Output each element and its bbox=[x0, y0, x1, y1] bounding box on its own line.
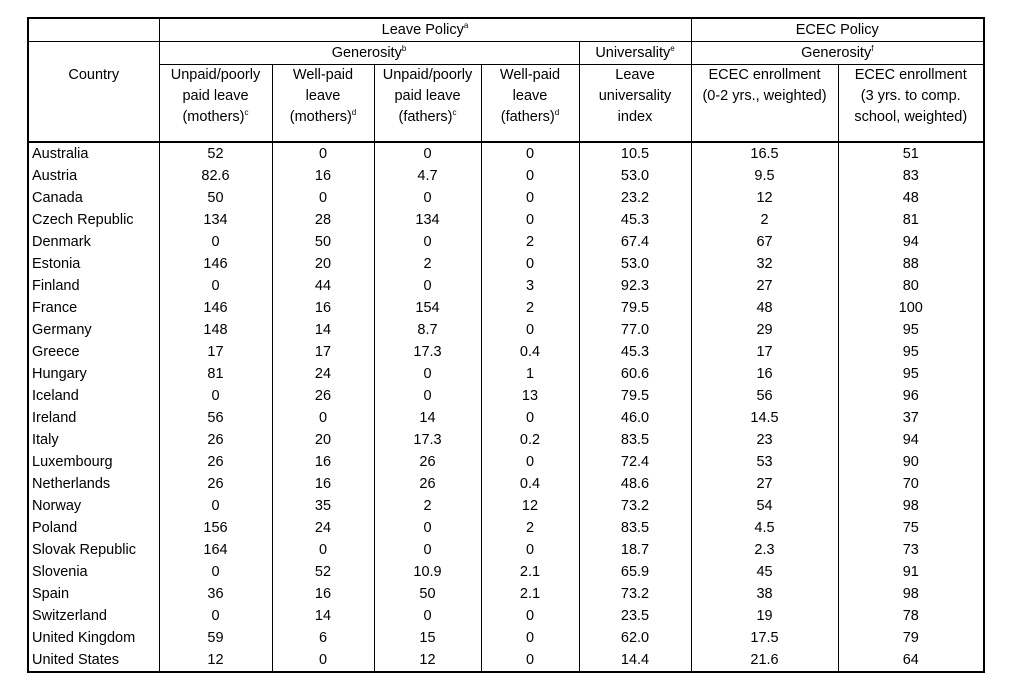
fathers-unpaid-cell: 0 bbox=[374, 517, 481, 539]
fathers-unpaid-cell: 0 bbox=[374, 142, 481, 165]
country-cell: Austria bbox=[28, 165, 159, 187]
country-cell: Luxembourg bbox=[28, 451, 159, 473]
table-row bbox=[28, 517, 984, 539]
ecec-0-2-cell: 16 bbox=[691, 363, 838, 385]
table-row bbox=[28, 209, 984, 231]
universality-index-cell: 62.0 bbox=[579, 627, 691, 649]
ecec-3-plus-cell: 98 bbox=[902, 497, 919, 514]
table-row bbox=[28, 473, 984, 495]
column-header-mothers-wellpaid: Well-paid leave (mothers)$^d$ bbox=[272, 65, 374, 143]
mothers-unpaid-cell: 0 bbox=[159, 561, 272, 583]
country-cell: United States bbox=[28, 649, 159, 672]
universality-index-cell: 23.5 bbox=[579, 605, 691, 627]
mothers-unpaid-cell: 164 bbox=[159, 539, 272, 561]
country-cell: United Kingdom bbox=[28, 627, 159, 649]
universality-index-cell: 73.2 bbox=[579, 495, 691, 517]
mothers-unpaid-cell: 134 bbox=[159, 209, 272, 231]
table-row bbox=[28, 231, 984, 253]
ecec-policy-header: ECEC Policy bbox=[691, 18, 984, 42]
fathers-unpaid-cell: 50 bbox=[374, 583, 481, 605]
mothers-unpaid-cell: 50 bbox=[159, 187, 272, 209]
table-row bbox=[28, 253, 984, 275]
header-row-columns bbox=[28, 65, 984, 143]
policy-table-container bbox=[27, 17, 985, 673]
mothers-wellpaid-cell: 44 bbox=[272, 275, 374, 297]
table-row bbox=[28, 451, 984, 473]
mothers-wellpaid-cell: 28 bbox=[272, 209, 374, 231]
mothers-wellpaid-cell: 20 bbox=[272, 429, 374, 451]
fathers-wellpaid-cell: 0.4 bbox=[481, 341, 579, 363]
fathers-wellpaid-cell: 0 bbox=[481, 142, 579, 165]
ecec-3-plus-cell: 51 bbox=[902, 145, 919, 162]
mothers-wellpaid-cell: 0 bbox=[272, 649, 374, 672]
fathers-wellpaid-cell: 2.1 bbox=[481, 561, 579, 583]
ecec-0-2-cell: 2.3 bbox=[691, 539, 838, 561]
fathers-wellpaid-cell: 1 bbox=[481, 363, 579, 385]
ecec-3-plus-cell: 95 bbox=[902, 343, 919, 360]
ecec-0-2-cell: 53 bbox=[691, 451, 838, 473]
fathers-wellpaid-cell: 0 bbox=[481, 253, 579, 275]
mothers-wellpaid-cell: 0 bbox=[272, 407, 374, 429]
country-cell: Australia bbox=[28, 142, 159, 165]
universality-index-cell: 14.4 bbox=[579, 649, 691, 672]
universality-index-cell: 18.7 bbox=[579, 539, 691, 561]
country-cell: Switzerland bbox=[28, 605, 159, 627]
country-cell: Denmark bbox=[28, 231, 159, 253]
country-cell: Canada bbox=[28, 187, 159, 209]
mothers-wellpaid-cell: 16 bbox=[272, 583, 374, 605]
ecec-0-2-cell: 9.5 bbox=[691, 165, 838, 187]
ecec-3-plus-cell: 90 bbox=[902, 453, 919, 470]
ecec-3-plus-cell: 94 bbox=[902, 431, 919, 448]
fathers-wellpaid-cell: 0 bbox=[481, 407, 579, 429]
country-column-header: Country bbox=[28, 65, 159, 143]
ecec-3-plus-cell: 79 bbox=[902, 629, 919, 646]
fathers-wellpaid-cell: 0 bbox=[481, 539, 579, 561]
table-row bbox=[28, 363, 984, 385]
ecec-0-2-cell: 4.5 bbox=[691, 517, 838, 539]
header-blank-cell bbox=[28, 42, 159, 65]
ecec-3-plus-cell: 98 bbox=[902, 585, 919, 602]
header-row-policy bbox=[28, 18, 984, 42]
fathers-unpaid-cell: 14 bbox=[374, 407, 481, 429]
mothers-unpaid-cell: 148 bbox=[159, 319, 272, 341]
mothers-wellpaid-cell: 17 bbox=[272, 341, 374, 363]
ecec-3-plus-cell: 48 bbox=[902, 189, 919, 206]
mothers-wellpaid-cell: 24 bbox=[272, 517, 374, 539]
ecec-0-2-cell: 23 bbox=[691, 429, 838, 451]
mothers-unpaid-cell: 81 bbox=[159, 363, 272, 385]
table-row bbox=[28, 187, 984, 209]
ecec-0-2-cell: 16.5 bbox=[691, 142, 838, 165]
table-row bbox=[28, 385, 984, 407]
header-row-dimension bbox=[28, 42, 984, 65]
header-blank-cell bbox=[28, 18, 159, 42]
mothers-unpaid-cell: 12 bbox=[159, 649, 272, 672]
mothers-unpaid-cell: 36 bbox=[159, 583, 272, 605]
country-cell: Slovenia bbox=[28, 561, 159, 583]
country-cell: Iceland bbox=[28, 385, 159, 407]
ecec-0-2-cell: 2 bbox=[691, 209, 838, 231]
universality-index-cell: 79.5 bbox=[579, 297, 691, 319]
fathers-wellpaid-cell: 12 bbox=[481, 495, 579, 517]
ecec-3-plus-cell: 91 bbox=[902, 563, 919, 580]
ecec-0-2-cell: 17.5 bbox=[691, 627, 838, 649]
country-cell: Slovak Republic bbox=[28, 539, 159, 561]
ecec-3-plus-cell: 95 bbox=[902, 365, 919, 382]
ecec-3-plus-cell: 83 bbox=[902, 167, 919, 184]
universality-index-cell: 72.4 bbox=[579, 451, 691, 473]
column-header-ecec-0-2: ECEC enrollment (0-2 yrs., weighted) bbox=[691, 65, 838, 143]
ecec-0-2-cell: 19 bbox=[691, 605, 838, 627]
universality-index-cell: 10.5 bbox=[579, 142, 691, 165]
ecec-3-plus-cell: 100 bbox=[898, 299, 923, 316]
country-cell: Finland bbox=[28, 275, 159, 297]
ecec-3-plus-cell: 81 bbox=[902, 211, 919, 228]
ecec-0-2-cell: 27 bbox=[691, 473, 838, 495]
fathers-unpaid-cell: 17.3 bbox=[374, 429, 481, 451]
country-cell: Czech Republic bbox=[28, 209, 159, 231]
mothers-wellpaid-cell: 0 bbox=[272, 539, 374, 561]
table-row bbox=[28, 605, 984, 627]
universality-index-cell: 67.4 bbox=[579, 231, 691, 253]
ecec-0-2-cell: 12 bbox=[691, 187, 838, 209]
table-row bbox=[28, 297, 984, 319]
ecec-3-plus-cell: 75 bbox=[902, 519, 919, 536]
leave-policy-header: Leave Policy$^a$ bbox=[159, 18, 691, 42]
mothers-wellpaid-cell: 16 bbox=[272, 297, 374, 319]
ecec-3-plus-cell: 94 bbox=[902, 233, 919, 250]
universality-index-cell: 77.0 bbox=[579, 319, 691, 341]
mothers-wellpaid-cell: 6 bbox=[272, 627, 374, 649]
mothers-wellpaid-cell: 50 bbox=[272, 231, 374, 253]
mothers-unpaid-cell: 56 bbox=[159, 407, 272, 429]
fathers-unpaid-cell: 10.9 bbox=[374, 561, 481, 583]
fathers-unpaid-cell: 0 bbox=[374, 539, 481, 561]
mothers-unpaid-cell: 146 bbox=[159, 253, 272, 275]
fathers-unpaid-cell: 0 bbox=[374, 187, 481, 209]
table-row bbox=[28, 495, 984, 517]
country-cell: Estonia bbox=[28, 253, 159, 275]
fathers-wellpaid-cell: 0 bbox=[481, 187, 579, 209]
table-body bbox=[28, 142, 984, 672]
ecec-3-plus-cell: 37 bbox=[902, 409, 919, 426]
universality-index-cell: 45.3 bbox=[579, 209, 691, 231]
fathers-unpaid-cell: 0 bbox=[374, 605, 481, 627]
table-row bbox=[28, 561, 984, 583]
country-cell: Ireland bbox=[28, 407, 159, 429]
mothers-wellpaid-cell: 16 bbox=[272, 165, 374, 187]
mothers-wellpaid-cell: 24 bbox=[272, 363, 374, 385]
table-row bbox=[28, 649, 984, 672]
ecec-0-2-cell: 38 bbox=[691, 583, 838, 605]
fathers-wellpaid-cell: 2 bbox=[481, 517, 579, 539]
fathers-wellpaid-cell: 0 bbox=[481, 209, 579, 231]
universality-index-cell: 46.0 bbox=[579, 407, 691, 429]
ecec-0-2-cell: 32 bbox=[691, 253, 838, 275]
fathers-wellpaid-cell: 13 bbox=[481, 385, 579, 407]
ecec-0-2-cell: 54 bbox=[691, 495, 838, 517]
fathers-unpaid-cell: 26 bbox=[374, 473, 481, 495]
fathers-unpaid-cell: 12 bbox=[374, 649, 481, 672]
ecec-0-2-cell: 14.5 bbox=[691, 407, 838, 429]
mothers-wellpaid-cell: 35 bbox=[272, 495, 374, 517]
universality-header: Universality$^e$ bbox=[579, 42, 691, 65]
column-header-fathers-wellpaid: Well-paid leave (fathers)$^d$ bbox=[481, 65, 579, 143]
country-cell: Spain bbox=[28, 583, 159, 605]
mothers-unpaid-cell: 0 bbox=[159, 605, 272, 627]
ecec-0-2-cell: 29 bbox=[691, 319, 838, 341]
mothers-wellpaid-cell: 26 bbox=[272, 385, 374, 407]
country-cell: Hungary bbox=[28, 363, 159, 385]
mothers-wellpaid-cell: 0 bbox=[272, 187, 374, 209]
country-cell: Germany bbox=[28, 319, 159, 341]
mothers-unpaid-cell: 156 bbox=[159, 517, 272, 539]
country-cell: Poland bbox=[28, 517, 159, 539]
mothers-wellpaid-cell: 16 bbox=[272, 451, 374, 473]
universality-index-cell: 83.5 bbox=[579, 517, 691, 539]
mothers-unpaid-cell: 0 bbox=[159, 495, 272, 517]
ecec-3-plus-cell: 73 bbox=[902, 541, 919, 558]
fathers-unpaid-cell: 17.3 bbox=[374, 341, 481, 363]
column-header-fathers-unpaid: Unpaid/poorly paid leave (fathers)$^c$ bbox=[374, 65, 481, 143]
fathers-wellpaid-cell: 2 bbox=[481, 231, 579, 253]
table-row bbox=[28, 341, 984, 363]
fathers-unpaid-cell: 26 bbox=[374, 451, 481, 473]
ecec-3-plus-cell: 95 bbox=[902, 321, 919, 338]
ecec-0-2-cell: 56 bbox=[691, 385, 838, 407]
mothers-unpaid-cell: 0 bbox=[159, 231, 272, 253]
country-cell: Italy bbox=[28, 429, 159, 451]
country-cell: Netherlands bbox=[28, 473, 159, 495]
ecec-0-2-cell: 21.6 bbox=[691, 649, 838, 672]
mothers-wellpaid-cell: 0 bbox=[272, 142, 374, 165]
policy-table bbox=[27, 17, 985, 673]
ecec-3-plus-cell: 80 bbox=[902, 277, 919, 294]
mothers-unpaid-cell: 26 bbox=[159, 473, 272, 495]
fathers-unpaid-cell: 0 bbox=[374, 385, 481, 407]
fathers-wellpaid-cell: 0 bbox=[481, 627, 579, 649]
universality-index-cell: 83.5 bbox=[579, 429, 691, 451]
table-row bbox=[28, 142, 984, 165]
fathers-unpaid-cell: 2 bbox=[374, 253, 481, 275]
column-header-ecec-3-plus: ECEC enrollment (3 yrs. to comp. school, weighted) bbox=[838, 65, 984, 143]
table-row bbox=[28, 583, 984, 605]
mothers-unpaid-cell: 0 bbox=[159, 275, 272, 297]
fathers-unpaid-cell: 0 bbox=[374, 275, 481, 297]
ecec-generosity-header: Generosity$^f$ bbox=[691, 42, 984, 65]
mothers-unpaid-cell: 26 bbox=[159, 429, 272, 451]
ecec-0-2-cell: 27 bbox=[691, 275, 838, 297]
table-row bbox=[28, 539, 984, 561]
universality-index-cell: 65.9 bbox=[579, 561, 691, 583]
country-cell: France bbox=[28, 297, 159, 319]
universality-index-cell: 53.0 bbox=[579, 253, 691, 275]
mothers-wellpaid-cell: 20 bbox=[272, 253, 374, 275]
ecec-3-plus-cell: 64 bbox=[902, 651, 919, 668]
universality-index-cell: 73.2 bbox=[579, 583, 691, 605]
fathers-wellpaid-cell: 3 bbox=[481, 275, 579, 297]
table-row bbox=[28, 165, 984, 187]
table-row bbox=[28, 407, 984, 429]
mothers-wellpaid-cell: 52 bbox=[272, 561, 374, 583]
mothers-wellpaid-cell: 14 bbox=[272, 319, 374, 341]
fathers-unpaid-cell: 0 bbox=[374, 363, 481, 385]
fathers-unpaid-cell: 4.7 bbox=[374, 165, 481, 187]
table-row bbox=[28, 275, 984, 297]
table-row bbox=[28, 319, 984, 341]
fathers-unpaid-cell: 2 bbox=[374, 495, 481, 517]
mothers-unpaid-cell: 59 bbox=[159, 627, 272, 649]
fathers-wellpaid-cell: 2.1 bbox=[481, 583, 579, 605]
fathers-unpaid-cell: 8.7 bbox=[374, 319, 481, 341]
fathers-unpaid-cell: 134 bbox=[374, 209, 481, 231]
mothers-wellpaid-cell: 14 bbox=[272, 605, 374, 627]
ecec-3-plus-cell: 78 bbox=[902, 607, 919, 624]
fathers-wellpaid-cell: 0 bbox=[481, 165, 579, 187]
country-cell: Norway bbox=[28, 495, 159, 517]
ecec-0-2-cell: 17 bbox=[691, 341, 838, 363]
mothers-unpaid-cell: 52 bbox=[159, 142, 272, 165]
universality-index-cell: 79.5 bbox=[579, 385, 691, 407]
fathers-unpaid-cell: 15 bbox=[374, 627, 481, 649]
universality-index-cell: 60.6 bbox=[579, 363, 691, 385]
fathers-wellpaid-cell: 0.2 bbox=[481, 429, 579, 451]
mothers-unpaid-cell: 146 bbox=[159, 297, 272, 319]
fathers-wellpaid-cell: 0 bbox=[481, 319, 579, 341]
fathers-wellpaid-cell: 0 bbox=[481, 451, 579, 473]
fathers-unpaid-cell: 154 bbox=[374, 297, 481, 319]
universality-index-cell: 45.3 bbox=[579, 341, 691, 363]
fathers-wellpaid-cell: 0 bbox=[481, 649, 579, 672]
column-header-universality-index: Leave universality index bbox=[579, 65, 691, 143]
mothers-unpaid-cell: 17 bbox=[159, 341, 272, 363]
country-cell: Greece bbox=[28, 341, 159, 363]
universality-index-cell: 48.6 bbox=[579, 473, 691, 495]
mothers-unpaid-cell: 0 bbox=[159, 385, 272, 407]
universality-index-cell: 23.2 bbox=[579, 187, 691, 209]
leave-generosity-header: Generosity$^b$ bbox=[159, 42, 579, 65]
table-row bbox=[28, 429, 984, 451]
ecec-0-2-cell: 45 bbox=[691, 561, 838, 583]
mothers-unpaid-cell: 26 bbox=[159, 451, 272, 473]
ecec-3-plus-cell: 88 bbox=[902, 255, 919, 272]
ecec-0-2-cell: 67 bbox=[691, 231, 838, 253]
universality-index-cell: 92.3 bbox=[579, 275, 691, 297]
fathers-wellpaid-cell: 0 bbox=[481, 605, 579, 627]
fathers-wellpaid-cell: 2 bbox=[481, 297, 579, 319]
universality-index-cell: 53.0 bbox=[579, 165, 691, 187]
column-header-mothers-unpaid: Unpaid/poorly paid leave (mothers)$^c$ bbox=[159, 65, 272, 143]
table-row bbox=[28, 627, 984, 649]
ecec-3-plus-cell: 70 bbox=[902, 475, 919, 492]
mothers-wellpaid-cell: 16 bbox=[272, 473, 374, 495]
mothers-unpaid-cell: 82.6 bbox=[159, 165, 272, 187]
fathers-wellpaid-cell: 0.4 bbox=[481, 473, 579, 495]
ecec-3-plus-cell: 96 bbox=[902, 387, 919, 404]
ecec-0-2-cell: 48 bbox=[691, 297, 838, 319]
fathers-unpaid-cell: 0 bbox=[374, 231, 481, 253]
